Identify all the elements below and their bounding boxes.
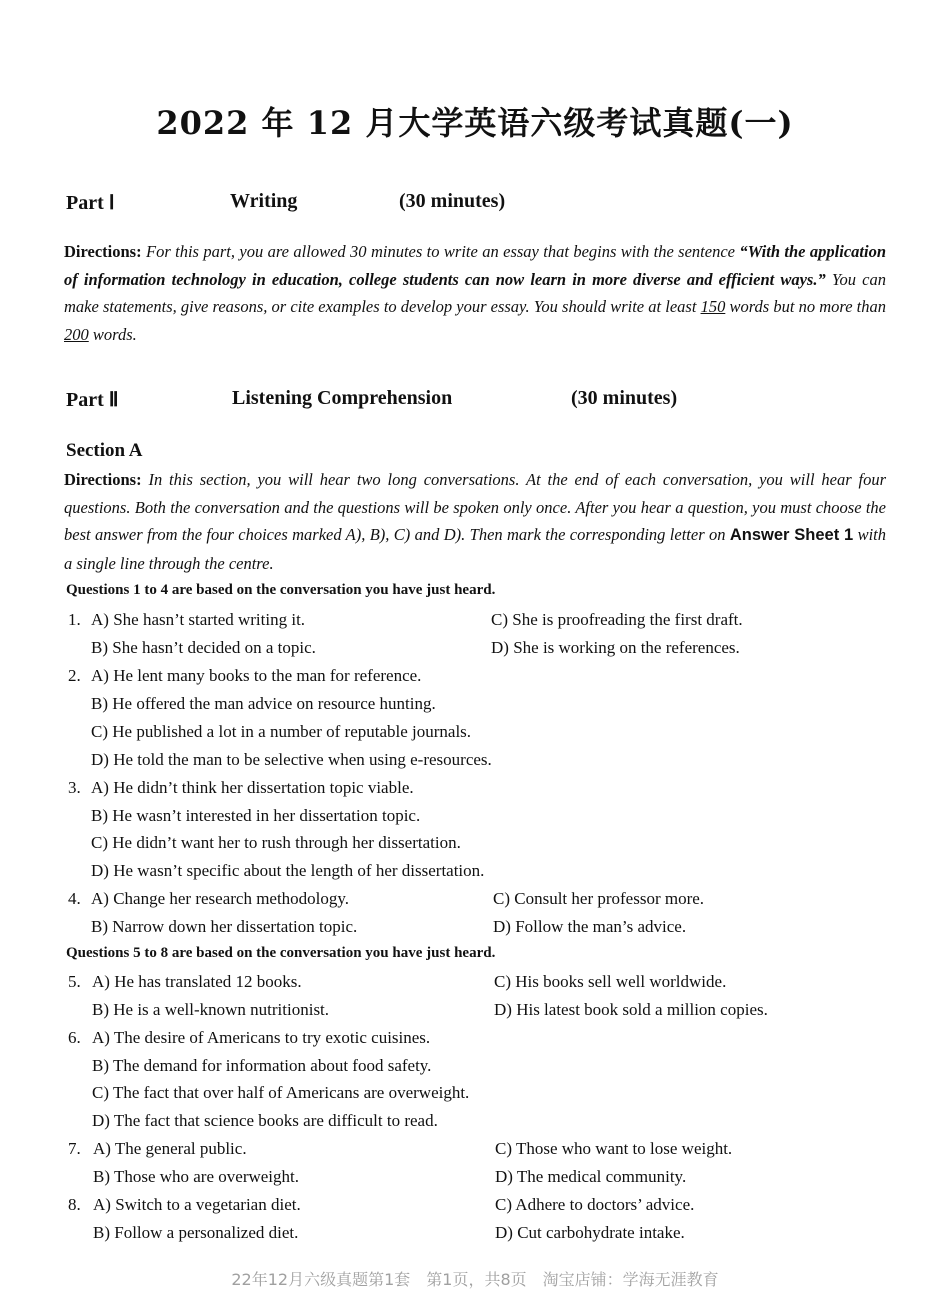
choice-b: B) He offered the man advice on resource hunting. [91, 694, 436, 713]
choice-c: C) His books sell well worldwide. [494, 972, 727, 991]
choice-c: C) The fact that over half of Americans are overweight. [92, 1083, 470, 1102]
choice-a: A) He lent many books to the man for reference. [91, 666, 422, 685]
choice-a: A) He didn’t think her dissertation topic viable. [91, 778, 414, 797]
choice-c: C) He published a lot in a number of reputable journals. [91, 722, 472, 741]
part1-time: (30 minutes) [399, 190, 506, 212]
question-number: 1. [68, 610, 81, 629]
choice-b: B) He wasn’t interested in her dissertation topic. [91, 806, 421, 825]
choice-b: B) He is a well-known nutritionist. [92, 1000, 330, 1019]
page-title: 2022 年 12 月大学英语六级考试真题(一) [156, 104, 794, 142]
directions-label: Directions: [64, 242, 142, 261]
question-number: 5. [68, 972, 81, 991]
choice-b: B) Follow a personalized diet. [93, 1223, 299, 1242]
part1-name: Writing [230, 190, 298, 212]
question-group-1: Questions 1 to 4 are based on the conversation you have just heard. [66, 582, 496, 598]
max-words: 200 [64, 324, 89, 344]
section-a-title: Section A [66, 440, 143, 461]
choice-d: D) Follow the man’s advice. [493, 917, 687, 936]
page-footer: 22年12月六级真题第1套 第1页，共8页 淘宝店铺：学海无涯教育 [231, 1270, 719, 1289]
choice-d: D) The fact that science books are difficult to read. [92, 1111, 438, 1130]
choice-c: C) Adhere to doctors’ advice. [495, 1195, 695, 1214]
question-number: 4. [68, 889, 81, 908]
choice-d: D) He wasn’t specific about the length of her dissertation. [91, 861, 485, 880]
question-group-2: Questions 5 to 8 are based on the conversation you have just heard. [66, 945, 496, 961]
choice-c: C) Consult her professor more. [493, 889, 705, 908]
question-number: 8. [68, 1195, 81, 1214]
choice-d: D) He told the man to be selective when using e-resources. [91, 750, 492, 769]
choice-a: A) She hasn’t started writing it. [91, 610, 306, 629]
part1-label: Part Ⅰ [66, 192, 115, 214]
question-number: 2. [68, 666, 81, 685]
choice-c: C) She is proofreading the first draft. [491, 610, 743, 629]
choice-d: D) His latest book sold a million copies. [494, 1000, 768, 1019]
directions-label: Directions: [64, 470, 142, 489]
essay-opening-quote: “With the application of information technology in education, college students can now learn in more diverse and efficient ways.” [64, 242, 886, 289]
part2-time: (30 minutes) [571, 387, 678, 409]
choice-a: A) The general public. [93, 1139, 247, 1158]
choice-c: C) Those who want to lose weight. [495, 1139, 733, 1158]
section-a-directions: Directions: In this section, you will hear two long conversations. At the end of each conversation, you will hear four questions. Both the conversation and the questions will be spoken only once. After you hear a question, you must choose the best answer from the four choices marked A), B), C) and D). Then mark the corresponding letter on Answer Sheet 1 with a single line through the centre. [64, 470, 886, 573]
choice-b: B) The demand for information about food safety. [92, 1056, 432, 1075]
min-words: 150 [700, 297, 726, 316]
part2-label: Part Ⅱ [66, 389, 119, 411]
choice-a: A) He has translated 12 books. [92, 972, 302, 991]
choice-d: D) The medical community. [495, 1167, 687, 1186]
choice-b: B) Those who are overweight. [93, 1167, 299, 1186]
part1-directions: Directions: For this part, you are allowed 30 minutes to write an essay that begins with the sentence “With the application of information technology in education, college students can now learn in more diverse and efficient ways.” You can make statements, give reasons, or cite examples to develop your essay. You should write at least 150 words but no more than 200 words. [64, 242, 886, 344]
answer-sheet-ref: Answer Sheet 1 [729, 526, 854, 544]
question-number: 3. [68, 778, 81, 797]
choice-d: D) She is working on the references. [491, 638, 740, 657]
choice-a: A) Switch to a vegetarian diet. [93, 1195, 301, 1214]
choice-c: C) He didn’t want her to rush through her dissertation. [91, 833, 461, 852]
choice-a: A) Change her research methodology. [91, 889, 350, 908]
choice-b: B) She hasn’t decided on a topic. [91, 638, 316, 657]
question-number: 7. [68, 1139, 81, 1158]
part2-name: Listening Comprehension [232, 387, 453, 409]
choice-a: A) The desire of Americans to try exotic cuisines. [92, 1028, 431, 1047]
question-number: 6. [68, 1028, 81, 1047]
choice-d: D) Cut carbohydrate intake. [495, 1223, 685, 1242]
choice-b: B) Narrow down her dissertation topic. [91, 917, 358, 936]
